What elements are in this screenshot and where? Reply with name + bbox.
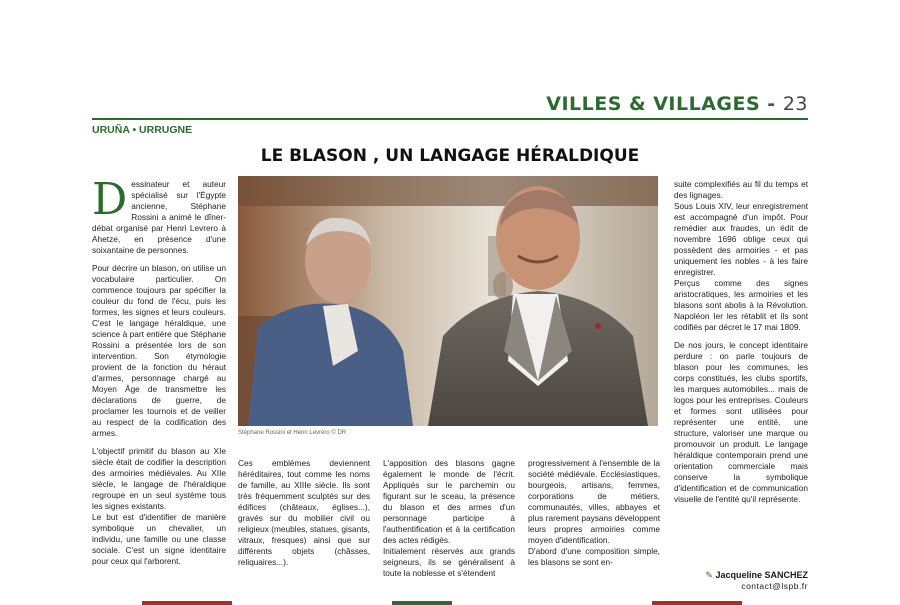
paragraph: L'apposition des blasons gagne également le monde de l'écrit. Appliqués sur le parchemin ou figurant sur le sceau, la présence du blason et des armes d'un personnage participe à l'authentification et à la certification des actes rédigés. bbox=[383, 458, 515, 545]
article-headline: LE BLASON , UN LANGAGE HÉRALDIQUE bbox=[260, 146, 640, 166]
paragraph: D'abord d'une composition simple, les blasons se sont en- bbox=[528, 546, 660, 567]
drop-cap: D bbox=[92, 174, 128, 225]
bottom-color-bar bbox=[92, 601, 808, 605]
article-column-2 bbox=[238, 458, 370, 575]
paragraph: progressivement à l'ensemble de la société médiévale. Ecclésiastiques, bourgeois, artisans, femmes, corporations de métiers, communautés, villes, abbayes et plus rarement paysans développent leurs propres armoiries comme moyen d'identification. bbox=[528, 458, 660, 545]
article-column-5 bbox=[674, 179, 808, 505]
author-icon: ✎ bbox=[705, 570, 713, 580]
section-title: VILLES & VILLAGES - bbox=[546, 93, 776, 115]
author-contact[interactable]: contact@lspb.fr bbox=[741, 581, 808, 591]
bar-segment bbox=[142, 601, 232, 605]
author-name: Jacqueline SANCHEZ bbox=[715, 570, 808, 580]
photo-illustration bbox=[238, 176, 658, 426]
paragraph: Pour décrire un blason, on utilise un vocabulaire particulier. On commence toujours par spécifier la couleur du fond de l'écu, puis les formes, les signes et leurs couleurs. C'est le langage héraldique, une science à part entière que Stéphane Rossini a présentée lors de son intervention. Son étymologie provient de la fonction du héraut d'armes, personnage chargé au Moyen Âge de transmettre les déclarations de guerre, de proclamer les tournois et de veiller au respect de la codification des armes. bbox=[92, 263, 226, 438]
bar-segment bbox=[392, 601, 452, 605]
article-photo bbox=[238, 176, 658, 426]
paragraph: De nos jours, le concept identitaire perdure : on parle toujours de blason pour les communes, les corps constitués, les clubs sportifs, les marques automobiles... mais de logos pour les entreprises. Couleurs et formes sont utilisées pour représenter une entité, une structure, valoriser une marque ou promouvoir un produit. Le langage héraldique contemporain prend une orientation commerciale mais conserve la symbolique d'identification et de communication visuelle de l'entité qu'il représente. bbox=[674, 340, 808, 504]
page-number: 23 bbox=[782, 93, 808, 115]
section-header bbox=[546, 93, 808, 115]
header-rule bbox=[92, 118, 808, 120]
paragraph: Sous Louis XIV, leur enregistrement est accompagné d'un impôt. Pour remédier aux fraudes, un édit de novembre 1696 oblige ceux qui possèdent des armoiries - et pas uniquement les nobles - à les faire enregistrer. bbox=[674, 201, 808, 277]
paragraph: Initialement réservés aux grands seigneurs, ils se généralisent à toute la noblesse et s'étendent bbox=[383, 546, 515, 578]
article-column-3 bbox=[383, 458, 515, 579]
locality-kicker: URUÑA • URRUGNE bbox=[92, 124, 193, 136]
bar-segment bbox=[652, 601, 742, 605]
paragraph: Perçus comme des signes aristocratiques, les armoiries et les blasons sont abolis à la Révolution. Napoléon Ier les rétablit et ils sont codifiés par décret le 17 mai 1809. bbox=[674, 278, 808, 332]
photo-caption: Stéphane Rossini et Henri Levréro © DR bbox=[238, 430, 347, 436]
paragraph: L'objectif primitif du blason au XIe siècle était de codifier la description des armoiries médiévales. Au XIIe siècle, le langage de l'héraldique regroupe en un seul système tous les signes existants. bbox=[92, 446, 226, 511]
article-column-4 bbox=[528, 458, 660, 568]
paragraph: Le but est d'identifier de manière symbolique un chevalier, un individu, une famille ou une classe sociale. C'est un signe identitaire pour ceux qui l'arborent. bbox=[92, 512, 226, 566]
author-signature bbox=[705, 570, 808, 591]
paragraph: essinateur et auteur spécialisé sur l'Égypte ancienne, Stéphane Rossini a animé le dîner-débat organisé par Henri Levrero à Ahetze, en présence d'une soixantaine de personnes. bbox=[92, 179, 226, 255]
paragraph: Ces emblèmes deviennent héréditaires, tout comme les noms de famille, au XIIIe siècle. Ils sont très fréquemment sculptés sur des édifices (châteaux, églises...), gravés sur du mobilier civil ou religieux (meubles, statues, gisants, vitraux, fresques) ainsi que sur différents objets (châsses, reliquaires...). bbox=[238, 458, 370, 567]
paragraph: suite complexifiés au fil du temps et des lignages. bbox=[674, 179, 808, 200]
article-column-1 bbox=[92, 174, 226, 567]
